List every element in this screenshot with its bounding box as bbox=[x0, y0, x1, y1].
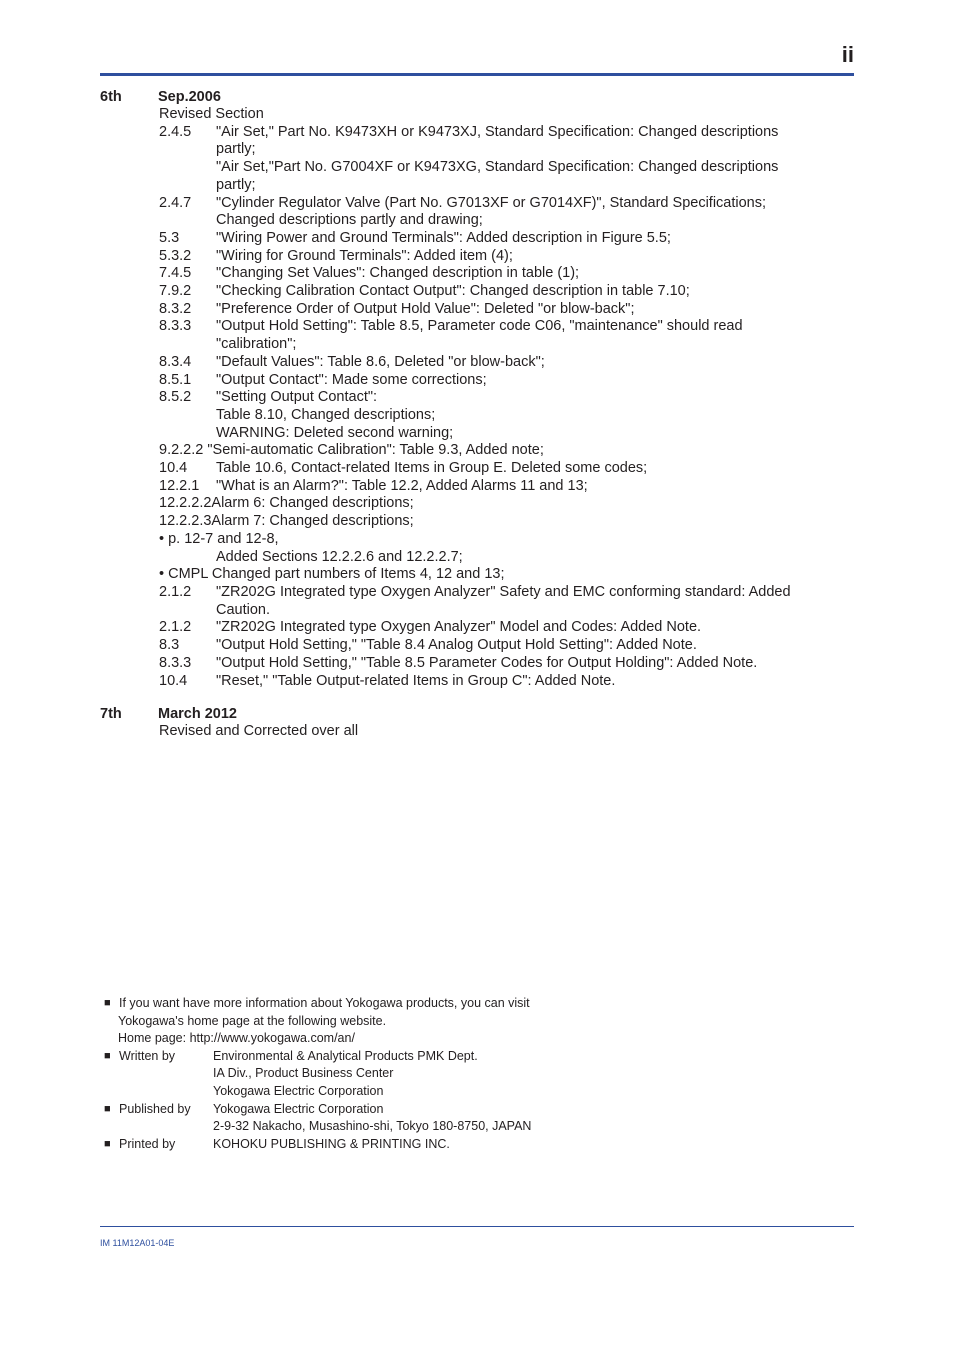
square-bullet-icon: ■ bbox=[104, 997, 111, 1009]
printed-by-label: Printed by bbox=[119, 1136, 176, 1151]
written-by-label: Written by bbox=[119, 1048, 176, 1063]
revision-line bbox=[100, 531, 840, 549]
edition-label: 7th bbox=[100, 706, 122, 722]
square-bullet-icon: ■ bbox=[104, 1049, 111, 1062]
published-by bbox=[104, 1101, 531, 1119]
intro-line-3: Home page: http://www.yokogawa.com/an/ bbox=[118, 1031, 355, 1046]
change-description: "calibration"; bbox=[216, 336, 297, 353]
revision-line bbox=[100, 549, 840, 567]
section-number: 7.9.2 bbox=[159, 283, 192, 300]
section-number: 2.1.2 bbox=[159, 583, 192, 600]
section-number: 2.4.5 bbox=[159, 123, 192, 140]
square-bullet-icon: ■ bbox=[104, 1102, 111, 1115]
change-description: Added Sections 12.2.2.6 and 12.2.2.7; bbox=[216, 548, 463, 565]
change-description: • p. 12-7 and 12-8, bbox=[159, 530, 279, 547]
written-by bbox=[104, 1048, 531, 1066]
change-description: partly; bbox=[216, 176, 256, 193]
section-number: 8.3.4 bbox=[159, 353, 192, 370]
section-number: 2.1.2 bbox=[159, 619, 192, 636]
revision-line bbox=[100, 637, 840, 655]
change-description: "Preference Order of Output Hold Value": Deleted "or blow-back"; bbox=[216, 300, 635, 317]
revision-line bbox=[100, 389, 840, 407]
revision-line bbox=[100, 336, 840, 354]
revision-line bbox=[100, 425, 840, 443]
revision-line bbox=[100, 177, 840, 195]
change-description: partly; bbox=[216, 141, 256, 158]
info-intro bbox=[104, 995, 531, 1013]
change-description: "Output Contact": Made some corrections; bbox=[216, 371, 487, 388]
document-code: IM 11M12A01-04E bbox=[100, 1238, 175, 1248]
intro-line-2: Yokogawa's home page at the following website. bbox=[118, 1013, 387, 1028]
publication-info bbox=[104, 995, 531, 1153]
section-number: 8.3.3 bbox=[159, 318, 192, 335]
written-by-value-1: Environmental & Analytical Products PMK Dept. bbox=[213, 1048, 478, 1063]
revision-line bbox=[100, 301, 840, 319]
section-number: 8.3 bbox=[159, 637, 180, 654]
revision-6th bbox=[100, 88, 840, 690]
change-description: "What is an Alarm?": Table 12.2, Added Alarms 11 and 13; bbox=[216, 477, 588, 494]
section-number: 10.4 bbox=[159, 672, 188, 689]
revision-line bbox=[100, 159, 840, 177]
revision-line bbox=[100, 372, 840, 390]
revision-line bbox=[100, 442, 840, 460]
change-description: Caution. bbox=[216, 601, 271, 618]
revision-line bbox=[100, 513, 840, 531]
written-by-value-3: Yokogawa Electric Corporation bbox=[213, 1083, 384, 1098]
printed-by bbox=[104, 1136, 531, 1154]
change-description: "Wiring for Ground Terminals": Added item (4); bbox=[216, 247, 513, 264]
written-by-value-2: IA Div., Product Business Center bbox=[213, 1066, 394, 1081]
revision-line bbox=[100, 478, 840, 496]
published-by-value-1: Yokogawa Electric Corporation bbox=[213, 1101, 384, 1116]
edition-date: Sep.2006 bbox=[158, 89, 221, 105]
page-number: ii bbox=[841, 42, 854, 67]
intro-line-1: If you want have more information about Yokogawa products, you can visit bbox=[119, 996, 530, 1010]
revision-line bbox=[100, 248, 840, 266]
section-number: 8.3.3 bbox=[159, 654, 192, 671]
change-description: "ZR202G Integrated type Oxygen Analyzer" Safety and EMC conforming standard: Added bbox=[216, 583, 791, 600]
change-description: "Default Values": Table 8.6, Deleted "or blow-back"; bbox=[216, 353, 545, 370]
revision-line bbox=[100, 602, 840, 620]
change-description: 12.2.2.2Alarm 6: Changed descriptions; bbox=[159, 495, 414, 512]
change-description: "Output Hold Setting," "Table 8.5 Parameter Codes for Output Holding": Added Note. bbox=[216, 654, 758, 671]
change-description: 12.2.2.3Alarm 7: Changed descriptions; bbox=[159, 513, 414, 530]
revision-line bbox=[100, 673, 840, 691]
change-description: • CMPL Changed part numbers of Items 4, 12 and 13; bbox=[159, 566, 505, 583]
revision-line bbox=[100, 655, 840, 673]
section-number: 5.3.2 bbox=[159, 247, 192, 264]
published-by-label: Published by bbox=[119, 1101, 191, 1116]
section-number: 7.4.5 bbox=[159, 265, 192, 282]
edition-date: March 2012 bbox=[158, 706, 237, 722]
revision-line bbox=[100, 124, 840, 142]
change-description: "Setting Output Contact": bbox=[216, 389, 378, 406]
change-description: WARNING: Deleted second warning; bbox=[216, 424, 454, 441]
change-description: 9.2.2.2 "Semi-automatic Calibration": Table 9.3, Added note; bbox=[159, 442, 544, 459]
revision-header bbox=[100, 705, 840, 723]
section-number: 8.5.1 bbox=[159, 371, 192, 388]
revision-line bbox=[100, 265, 840, 283]
change-description: "Changing Set Values": Changed description in table (1); bbox=[216, 265, 580, 282]
section-number: 5.3 bbox=[159, 229, 180, 246]
edition-label: 6th bbox=[100, 89, 122, 105]
section-number: 12.2.1 bbox=[159, 477, 200, 494]
revision-line bbox=[100, 407, 840, 425]
revision-line bbox=[100, 566, 840, 584]
change-description: "Output Hold Setting": Table 8.5, Parameter code C06, "maintenance" should read bbox=[216, 318, 743, 335]
change-description: Table 10.6, Contact-related Items in Group E. Deleted some codes; bbox=[216, 460, 648, 477]
revision-line bbox=[100, 106, 840, 124]
change-description: Revised and Corrected over all bbox=[159, 723, 359, 739]
revision-line bbox=[100, 318, 840, 336]
revision-lines bbox=[100, 723, 840, 741]
revision-line bbox=[100, 619, 840, 637]
revision-line bbox=[100, 495, 840, 513]
revision-line bbox=[100, 141, 840, 159]
change-description: Table 8.10, Changed descriptions; bbox=[216, 406, 436, 423]
revision-lines bbox=[100, 106, 840, 690]
change-description: "Wiring Power and Ground Terminals": Added description in Figure 5.5; bbox=[216, 229, 671, 246]
change-description: "Cylinder Regulator Valve (Part No. G7013XF or G7014XF)", Standard Specifications; bbox=[216, 194, 767, 211]
change-description: "Air Set,"Part No. G7004XF or K9473XG, Standard Specification: Changed descriptions bbox=[216, 159, 779, 176]
section-number: 8.5.2 bbox=[159, 389, 192, 406]
header-rule bbox=[100, 73, 854, 76]
section-number: 2.4.7 bbox=[159, 194, 192, 211]
change-description: "Output Hold Setting," "Table 8.4 Analog Output Hold Setting": Added Note. bbox=[216, 637, 697, 654]
change-description: "ZR202G Integrated type Oxygen Analyzer" Model and Codes: Added Note. bbox=[216, 619, 702, 636]
change-description: "Reset," "Table Output-related Items in Group C": Added Note. bbox=[216, 672, 616, 689]
revision-header bbox=[100, 88, 840, 106]
change-description: Revised Section bbox=[159, 106, 264, 122]
revision-line bbox=[100, 460, 840, 478]
change-description: "Air Set," Part No. K9473XH or K9473XJ, Standard Specification: Changed descriptions bbox=[216, 123, 779, 140]
footer-rule bbox=[100, 1226, 854, 1227]
revision-line bbox=[100, 230, 840, 248]
change-description: Changed descriptions partly and drawing; bbox=[216, 212, 483, 229]
revision-line bbox=[100, 195, 840, 213]
revision-line bbox=[100, 283, 840, 301]
revision-line bbox=[100, 584, 840, 602]
revision-7th bbox=[100, 705, 840, 741]
revision-line bbox=[100, 212, 840, 230]
square-bullet-icon: ■ bbox=[104, 1137, 111, 1150]
section-number: 8.3.2 bbox=[159, 300, 192, 317]
change-description: "Checking Calibration Contact Output": Changed description in table 7.10; bbox=[216, 283, 690, 300]
published-by-value-2: 2-9-32 Nakacho, Musashino-shi, Tokyo 180-8750, JAPAN bbox=[213, 1119, 532, 1134]
printed-by-value-1: KOHOKU PUBLISHING & PRINTING INC. bbox=[213, 1136, 450, 1151]
section-number: 10.4 bbox=[159, 460, 188, 477]
revision-line bbox=[100, 354, 840, 372]
revision-line bbox=[100, 723, 840, 741]
